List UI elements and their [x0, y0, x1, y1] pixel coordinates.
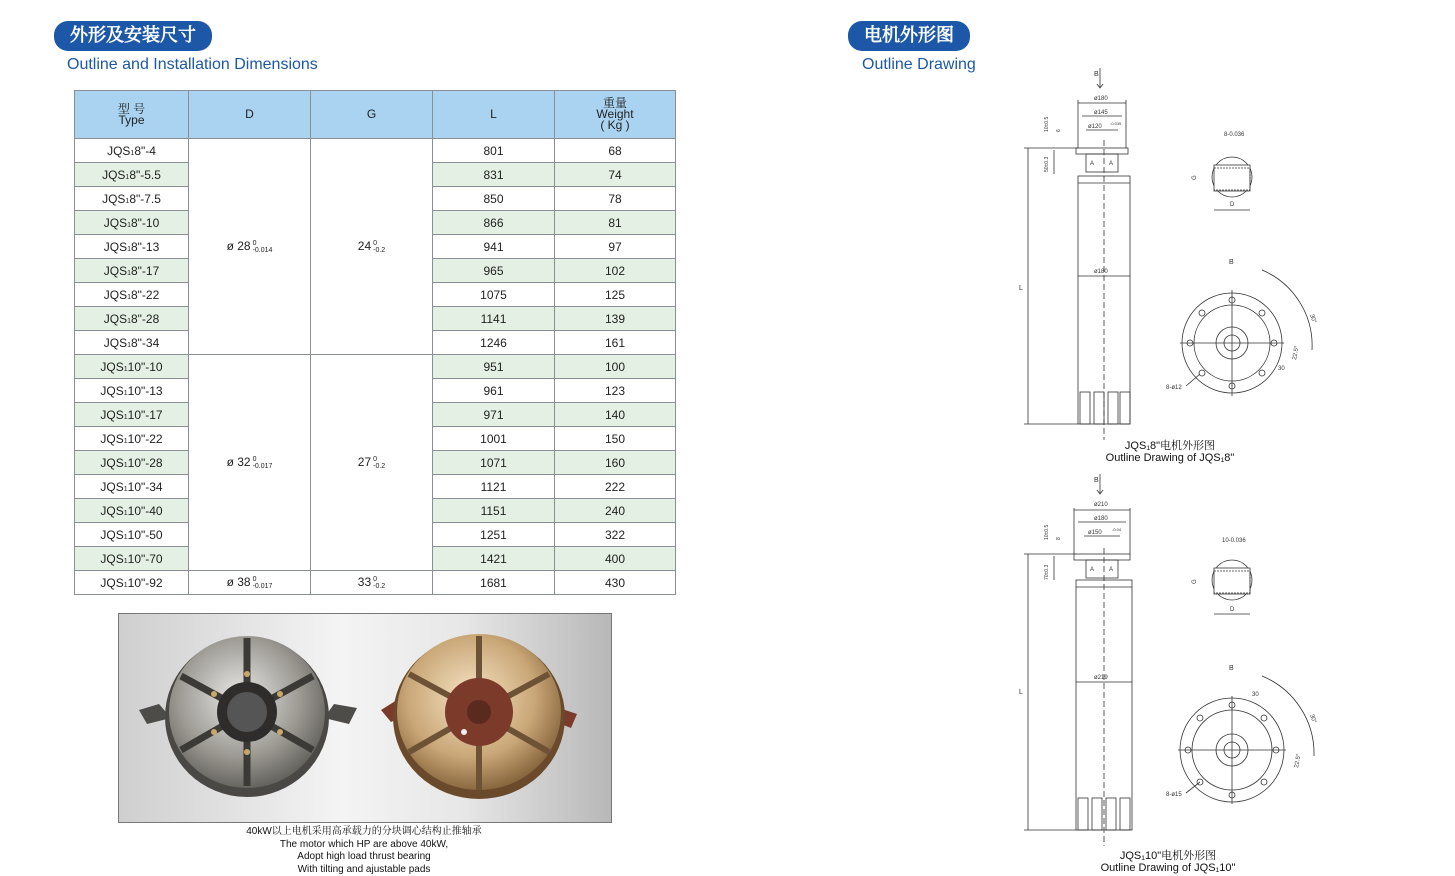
svg-text:8-0.036: 8-0.036 — [1224, 132, 1245, 138]
svg-text:8-ø15: 8-ø15 — [1166, 792, 1182, 798]
svg-text:22.5°: 22.5° — [1294, 753, 1303, 769]
svg-text:ø120: ø120 — [1088, 124, 1102, 130]
cell-weight: 400 — [555, 547, 676, 571]
cell-type: JQS110"-17 — [75, 403, 189, 427]
svg-text:B: B — [1094, 477, 1099, 484]
cell-weight: 100 — [555, 355, 676, 379]
cell-length: 1121 — [433, 475, 555, 499]
cell-weight: 322 — [555, 523, 676, 547]
cell-length: 951 — [433, 355, 555, 379]
cell-weight: 78 — [555, 187, 676, 211]
svg-text:50±0.3: 50±0.3 — [1044, 156, 1050, 172]
cell-type: JQS110"-10 — [75, 355, 189, 379]
cell-weight: 160 — [555, 451, 676, 475]
cell-length: 1681 — [433, 571, 555, 595]
cell-length: 850 — [433, 187, 555, 211]
cell-length: 1075 — [433, 283, 555, 307]
svg-text:30: 30 — [1252, 692, 1259, 698]
cell-weight: 139 — [555, 307, 676, 331]
cell-type: JQS18"-4 — [75, 139, 189, 163]
svg-text:B: B — [1229, 665, 1234, 672]
svg-text:30°: 30° — [1308, 713, 1317, 725]
svg-text:30: 30 — [1278, 366, 1285, 372]
svg-text:8: 8 — [1056, 537, 1062, 540]
svg-text:8-ø12: 8-ø12 — [1166, 385, 1182, 391]
cell-weight: 240 — [555, 499, 676, 523]
drawing-8inch — [1019, 68, 1317, 440]
svg-text:-0.035: -0.035 — [1110, 121, 1122, 126]
cell-length: 961 — [433, 379, 555, 403]
svg-text:A: A — [1090, 567, 1095, 573]
svg-text:L: L — [1019, 689, 1023, 696]
cell-length: 1151 — [433, 499, 555, 523]
cell-type: JQS18"-17 — [75, 259, 189, 283]
cell-type: JQS110"-22 — [75, 427, 189, 451]
cell-type: JQS18"-5.5 — [75, 163, 189, 187]
cell-type: JQS110"-40 — [75, 499, 189, 523]
cell-length: 1251 — [433, 523, 555, 547]
svg-text:G: G — [1192, 175, 1198, 180]
cell-weight: 123 — [555, 379, 676, 403]
svg-text:22.5°: 22.5° — [1292, 345, 1301, 361]
cell-weight: 125 — [555, 283, 676, 307]
cell-g: 27 0 -0.2 — [311, 355, 433, 571]
cell-type: JQS110"-92 — [75, 571, 189, 595]
svg-text:A: A — [1109, 567, 1114, 573]
cell-g: 24 0 -0.2 — [311, 139, 433, 355]
cell-type: JQS110"-50 — [75, 523, 189, 547]
cell-length: 971 — [433, 403, 555, 427]
svg-text:ø180: ø180 — [1094, 96, 1108, 102]
cell-weight: 68 — [555, 139, 676, 163]
cell-weight: 430 — [555, 571, 676, 595]
cell-type: JQS18"-13 — [75, 235, 189, 259]
svg-text:A: A — [1090, 161, 1095, 167]
section-title-drawing: 电机外形图 — [848, 21, 970, 51]
section-subtitle-dimensions: Outline and Installation Dimensions — [67, 56, 318, 73]
svg-text:ø145: ø145 — [1094, 110, 1108, 116]
cell-type: JQS18"-28 — [75, 307, 189, 331]
cell-weight: 97 — [555, 235, 676, 259]
cell-length: 801 — [433, 139, 555, 163]
drawing-8-caption: JQS₁8"电机外形图 Outline Drawing of JQS₁8" — [1105, 440, 1235, 464]
cell-length: 1421 — [433, 547, 555, 571]
svg-text:-0.04: -0.04 — [1112, 527, 1122, 532]
svg-text:70±0.3: 70±0.3 — [1044, 564, 1050, 580]
cell-length: 1001 — [433, 427, 555, 451]
svg-text:G: G — [1192, 579, 1198, 584]
svg-text:D: D — [1230, 607, 1235, 613]
cell-length: 941 — [433, 235, 555, 259]
cell-type: JQS18"-22 — [75, 283, 189, 307]
svg-text:10-0.036: 10-0.036 — [1222, 538, 1246, 544]
svg-text:30°: 30° — [1308, 313, 1317, 325]
svg-text:A: A — [1109, 161, 1114, 167]
cell-type: JQS110"-28 — [75, 451, 189, 475]
drawing-10-caption: JQS₁10"电机外形图 Outline Drawing of JQS₁10" — [1100, 850, 1236, 874]
svg-text:ø180: ø180 — [1094, 269, 1108, 275]
cell-type: JQS18"-34 — [75, 331, 189, 355]
svg-text:L: L — [1019, 285, 1023, 292]
header-g: G — [311, 91, 433, 139]
photo-caption: 40kW以上电机采用高承载力的分块调心结构止推轴承 The motor which HP are above 40kW, Adopt high load thrust bearing With tilting and ajustable pads — [246, 826, 482, 875]
cell-type: JQS18"-10 — [75, 211, 189, 235]
header-d: D — [189, 91, 311, 139]
header-weight: 重量 Weight ( Kg ) — [555, 91, 676, 139]
svg-text:10±0.5: 10±0.5 — [1044, 116, 1050, 132]
cell-weight: 161 — [555, 331, 676, 355]
cell-weight: 81 — [555, 211, 676, 235]
svg-text:D: D — [1230, 202, 1235, 208]
cell-type: JQS110"-34 — [75, 475, 189, 499]
section-title-dimensions: 外形及安装尺寸 — [54, 21, 212, 51]
svg-text:ø210: ø210 — [1094, 502, 1108, 508]
section-subtitle-drawing: Outline Drawing — [862, 56, 976, 73]
header-l: L — [433, 91, 555, 139]
drawing-10inch — [1019, 474, 1317, 846]
cell-length: 965 — [433, 259, 555, 283]
header-type: 型 号 Type — [75, 91, 189, 139]
svg-text:B: B — [1229, 259, 1234, 266]
svg-text:6: 6 — [1056, 129, 1062, 132]
cell-length: 831 — [433, 163, 555, 187]
cell-length: 1071 — [433, 451, 555, 475]
cell-d: ø 28 0 -0.014 — [189, 139, 311, 355]
cell-weight: 150 — [555, 427, 676, 451]
svg-text:ø180: ø180 — [1094, 516, 1108, 522]
d8-view-mark: B — [1094, 71, 1099, 78]
svg-text:ø219: ø219 — [1094, 675, 1108, 681]
cell-weight: 102 — [555, 259, 676, 283]
cell-type: JQS110"-70 — [75, 547, 189, 571]
cell-type: JQS18"-7.5 — [75, 187, 189, 211]
cell-g: 33 0 -0.2 — [311, 571, 433, 595]
cell-d: ø 32 0 -0.017 — [189, 355, 311, 571]
svg-text:10±0.5: 10±0.5 — [1044, 524, 1050, 540]
cell-weight: 140 — [555, 403, 676, 427]
cell-length: 1141 — [433, 307, 555, 331]
cell-length: 1246 — [433, 331, 555, 355]
cell-weight: 74 — [555, 163, 676, 187]
cell-d: ø 38 0 -0.017 — [189, 571, 311, 595]
cell-length: 866 — [433, 211, 555, 235]
cell-weight: 222 — [555, 475, 676, 499]
cell-type: JQS110"-13 — [75, 379, 189, 403]
svg-text:ø150: ø150 — [1088, 530, 1102, 536]
